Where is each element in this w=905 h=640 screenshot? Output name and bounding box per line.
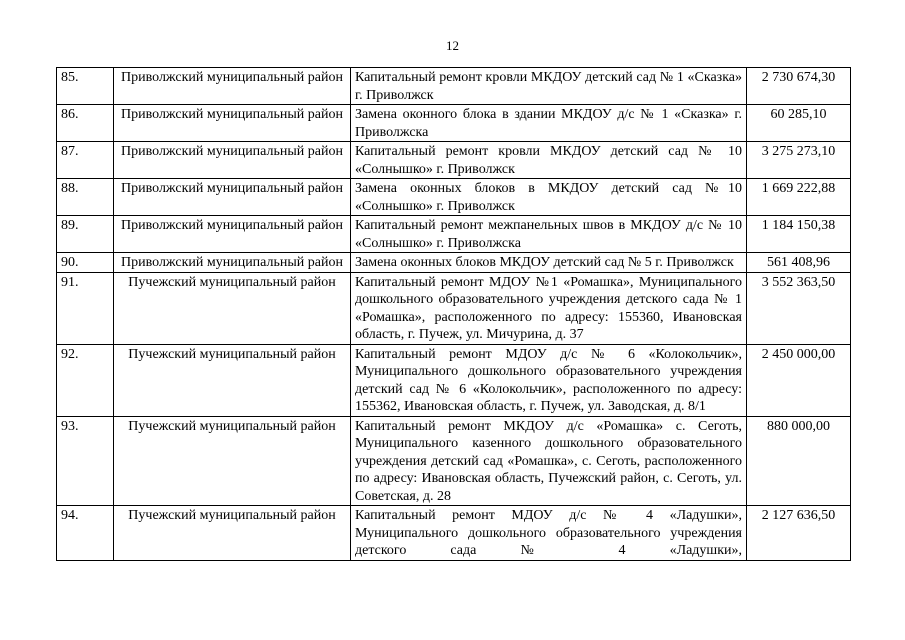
description-cell: Замена оконного блока в здании МКДОУ д/с № 1 «Сказка» г. Приволжска [351,105,747,142]
district-cell: Приволжский муниципальный район [114,253,351,273]
program-table [56,67,851,561]
amount-cell: 1 184 150,38 [747,216,851,253]
district-cell: Пучежский муниципальный район [114,344,351,416]
row-number: 91. [57,272,114,344]
district-cell: Пучежский муниципальный район [114,416,351,506]
amount-cell: 60 285,10 [747,105,851,142]
description-cell: Капитальный ремонт МДОУ №1 «Ромашка», Муниципального дошкольного образовательного учреждения детского сада № 1 «Ромашка», расположенного по адресу: 155360, Ивановская область, г. Пучеж, ул. Мичурина, д. 37 [351,272,747,344]
description-cell: Капитальный ремонт МДОУ д/с № 4 «Ладушки», Муниципального дошкольного образовательного учреждения детского сада № 4 «Ладушки», [351,506,747,561]
table-row [57,216,851,253]
row-number: 85. [57,68,114,105]
row-number: 93. [57,416,114,506]
table-row [57,272,851,344]
district-cell: Пучежский муниципальный район [114,506,351,561]
table-row [57,344,851,416]
description-cell: Замена оконных блоков в МКДОУ детский сад №10 «Солнышко» г. Приволжск [351,179,747,216]
district-cell: Приволжский муниципальный район [114,142,351,179]
table-row [57,105,851,142]
amount-cell: 561 408,96 [747,253,851,273]
amount-cell: 880 000,00 [747,416,851,506]
row-number: 89. [57,216,114,253]
row-number: 90. [57,253,114,273]
district-cell: Приволжский муниципальный район [114,179,351,216]
district-cell: Приволжский муниципальный район [114,105,351,142]
table-row [57,416,851,506]
row-number: 87. [57,142,114,179]
amount-cell: 3 275 273,10 [747,142,851,179]
description-cell: Капитальный ремонт кровли МКДОУ детский сад № 10 «Солнышко» г. Приволжск [351,142,747,179]
row-number: 94. [57,506,114,561]
description-cell: Капитальный ремонт кровли МКДОУ детский сад № 1 «Сказка» г. Приволжск [351,68,747,105]
description-cell: Капитальный ремонт межпанельных швов в МКДОУ д/с № 10 «Солнышко» г. Приволжска [351,216,747,253]
amount-cell: 1 669 222,88 [747,179,851,216]
table-row [57,68,851,105]
description-cell: Замена оконных блоков МКДОУ детский сад № 5 г. Приволжск [351,253,747,273]
district-cell: Приволжский муниципальный район [114,68,351,105]
row-number: 86. [57,105,114,142]
table-row [57,142,851,179]
description-cell: Капитальный ремонт МКДОУ д/с «Ромашка» с. Сеготь, Муниципального казенного дошкольного образовательного учреждения детский сад «Ромашка», с. Сеготь, расположенного по адресу: Ивановская область, Пучежский район, с. Сеготь, ул. Советская, д. 28 [351,416,747,506]
row-number: 92. [57,344,114,416]
table-row [57,179,851,216]
description-cell: Капитальный ремонт МДОУ д/с № 6 «Колокольчик», Муниципального дошкольного образовательного учреждения детский сад № 6 «Колокольчик», расположенного по адресу: 155362, Ивановская область, г. Пучеж, ул. Заводская, д. 8/1 [351,344,747,416]
amount-cell: 2 450 000,00 [747,344,851,416]
amount-cell: 2 730 674,30 [747,68,851,105]
table-row [57,506,851,561]
row-number: 88. [57,179,114,216]
amount-cell: 3 552 363,50 [747,272,851,344]
district-cell: Пучежский муниципальный район [114,272,351,344]
amount-cell: 2 127 636,50 [747,506,851,561]
table-row [57,253,851,273]
district-cell: Приволжский муниципальный район [114,216,351,253]
page-number: 12 [446,38,459,53]
